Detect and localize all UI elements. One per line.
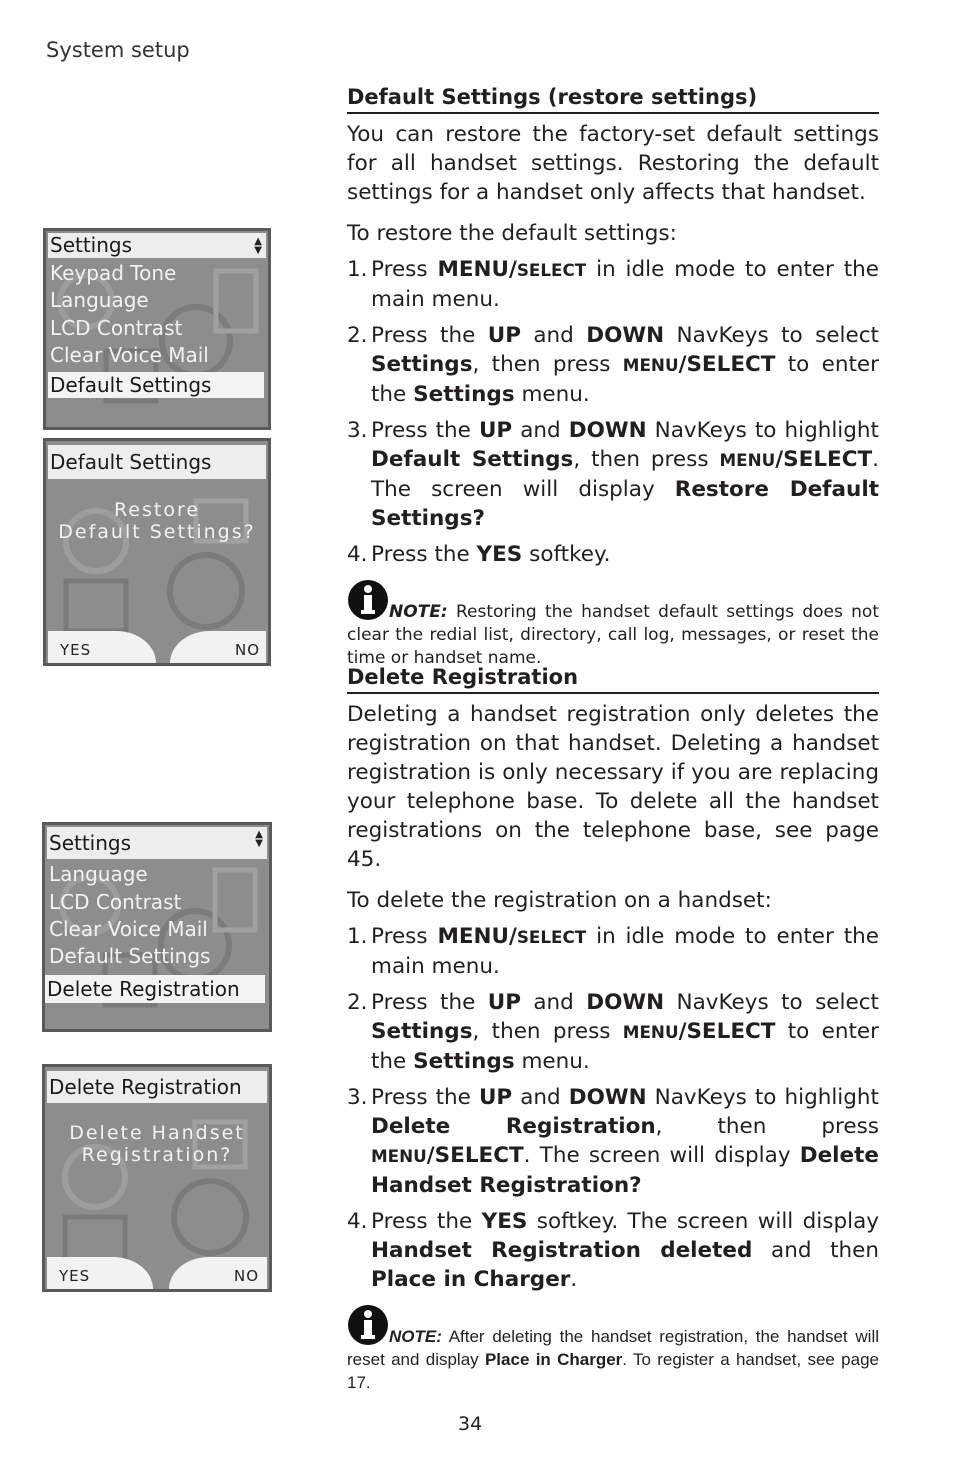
menu-item: Language xyxy=(50,288,149,312)
menu-item: LCD Contrast xyxy=(50,316,183,340)
steps-list xyxy=(347,255,879,569)
step-item: 3. Press the UP and DOWN NavKeys to highlight Default Settings, then press MENU/SELECT. The screen will display Restore Default Settings? xyxy=(347,418,879,531)
step-item: 1. Press MENU/SELECT in idle mode to enter the main menu. xyxy=(347,257,879,312)
note-text: . To register a handset, see page 17. xyxy=(347,1350,880,1392)
section-delete-registration xyxy=(347,663,879,1394)
lead-paragraph: To delete the registration on a handset: xyxy=(347,888,772,913)
step-item: 4. Press the YES softkey. The screen will display Handset Registration deleted and then Place in Charger. xyxy=(347,1209,879,1292)
note-block xyxy=(347,1304,879,1394)
info-icon xyxy=(347,1304,389,1346)
intro-paragraph: You can restore the factory-set default settings for all handset settings. Restoring the default settings for a handset only affects that handset. xyxy=(347,122,879,205)
scroll-arrows-icon: ▲ ▼ xyxy=(255,829,263,849)
menu-item: LCD Contrast xyxy=(49,890,182,914)
screen-title: Settings xyxy=(48,233,266,258)
info-icon xyxy=(347,579,389,621)
lcd-restore-confirm xyxy=(43,438,271,666)
softkey-no-label: NO xyxy=(233,1267,259,1285)
section-heading: Default Settings (restore settings) xyxy=(347,83,879,114)
menu-item: Clear Voice Mail xyxy=(50,343,209,367)
note-block xyxy=(347,579,879,670)
intro-paragraph: Deleting a handset registration only deletes the registration on that handset. Deleting a handset registration is only necessary if you are replacing your telephone base. To delete all the handset registrations on the telephone base, see page 45. xyxy=(347,702,879,872)
softkey-no-label: NO xyxy=(234,641,260,659)
screen-title: Delete Registration xyxy=(47,1071,267,1103)
page-header: System setup xyxy=(46,38,190,62)
page-number: 34 xyxy=(458,1413,483,1435)
softkey-yes-label: YES xyxy=(59,1267,91,1285)
steps-list xyxy=(347,922,879,1294)
selected-menu-item: Default Settings xyxy=(48,372,264,398)
note-text: Restoring the handset default settings does not clear the redial list, directory, call log, messages, or reset the time or handset name. xyxy=(347,602,879,668)
step-item: 2. Press the UP and DOWN NavKeys to select Settings, then press MENU/SELECT to enter the Settings menu. xyxy=(347,990,879,1074)
screen-message-line-2: Default Settings? xyxy=(58,521,256,543)
step-item: 3. Press the UP and DOWN NavKeys to highlight Delete Registration, then press MENU/SELECT. The screen will display Delete Handset Registration? xyxy=(347,1085,879,1198)
step-item: 4. Press the YES softkey. xyxy=(347,542,611,567)
screen-message-line-2: Registration? xyxy=(81,1144,233,1166)
selected-menu-item: Delete Registration xyxy=(45,975,265,1003)
scroll-arrows-icon: ▲ ▼ xyxy=(254,236,262,256)
menu-item: Keypad Tone xyxy=(50,261,177,285)
step-item: 2. Press the UP and DOWN NavKeys to select Settings, then press MENU/SELECT to enter the Settings menu. xyxy=(347,323,879,407)
note-text: After deleting the handset registration, the handset will reset and display xyxy=(347,1327,879,1369)
lcd-delete-confirm xyxy=(42,1064,272,1292)
note-label: NOTE: xyxy=(389,602,448,622)
menu-item: Language xyxy=(49,862,148,886)
step-item: 1. Press MENU/SELECT in idle mode to enter the main menu. xyxy=(347,924,879,979)
menu-item: Default Settings xyxy=(49,944,211,968)
note-label: NOTE: xyxy=(389,1327,442,1346)
section-default-settings xyxy=(347,83,879,670)
lcd-settings-menu-2 xyxy=(42,822,272,1032)
softkey-yes-label: YES xyxy=(60,641,92,659)
note-bold-text: Place in Charger xyxy=(484,1350,623,1369)
menu-item: Clear Voice Mail xyxy=(49,917,208,941)
section-heading: Delete Registration xyxy=(347,663,879,694)
screen-message-line-1: Delete Handset xyxy=(69,1122,245,1144)
lead-paragraph: To restore the default settings: xyxy=(347,221,677,246)
lcd-settings-menu-1 xyxy=(43,228,271,430)
screen-title: Settings xyxy=(47,827,267,859)
screen-message-line-1: Restore xyxy=(113,499,201,521)
screen-title: Default Settings xyxy=(48,445,266,479)
